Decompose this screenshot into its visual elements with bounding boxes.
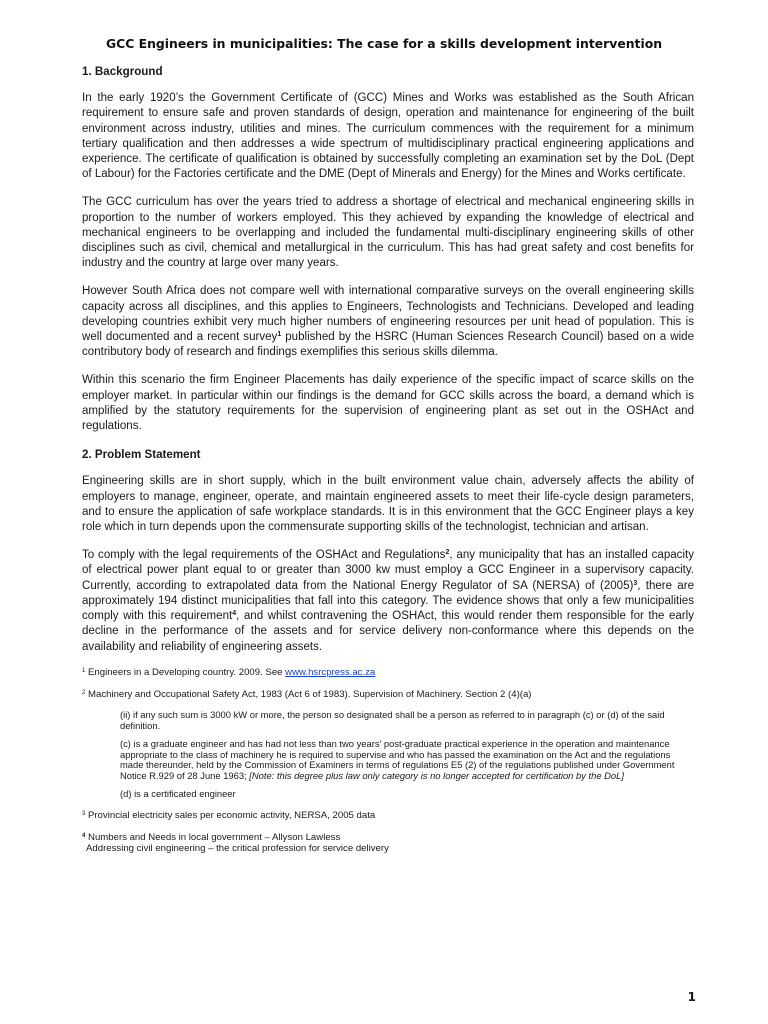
footnote-2 <box>82 689 694 800</box>
footnote-3-marker: 3 <box>82 810 86 817</box>
footnote-1-marker: 1 <box>82 667 86 674</box>
footnote-2-clause-c <box>120 739 694 782</box>
footnote-2-marker: 2 <box>82 689 86 696</box>
footnote-4 <box>82 832 694 856</box>
page-number: 1 <box>687 990 696 1004</box>
footnote-2-text: Machinery and Occupational Safety Act, 1983 (Act 6 of 1983). Supervision of Machinery. Section 2 (4)(a) <box>85 688 532 700</box>
problem-heading: 2. Problem Statement <box>82 448 201 462</box>
footnote-2-clause-ii: (ii) if any such sum is 3000 kW or more, the person so designated shall be a person as referred to in paragraph (c) or (d) of the said definition. <box>120 709 665 732</box>
background-paragraph-3 <box>82 284 694 360</box>
footnote-1 <box>82 667 694 679</box>
footnote-2-subclauses <box>82 710 694 800</box>
document-title: GCC Engineers in municipalities: The case for a skills development intervention <box>105 36 663 51</box>
footnote-ref-4[interactable]: 4 <box>232 610 237 618</box>
hsrcpress-link[interactable]: www.hsrcpress.ac.za <box>285 666 376 678</box>
background-paragraph-1: In the early 1920’s the Government Certificate of (GCC) Mines and Works was established as the South African requirement to ensure safe and proven standards of design, operation and maintenance for engineering of the built environment across industry, utilities and mines. The curriculum commences with the requirement for a minimum tertiary qualification and then addresses a wide spectrum of multidisciplinary practical engineering applications and experience. The certificate of qualification is obtained by successfully completing an examination set by the DoL (Dept of Labour) for the Factories certificate and the DME (Dept of Minerals and Energy) for the Mines and Works certificate. <box>82 92 694 181</box>
problem-paragraph-2-text-c: , there are approximately 194 distinct municipalities that fall into this category. The evidence shows that only a few municipalities comply with this requirement <box>82 579 694 623</box>
background-paragraph-4: Within this scenario the firm Engineer Placements has daily experience of the specific impact of scarce skills on the employer market. In particular within our findings is the demand for GCC skills across the board, a demand which is amplified by the statutory requirements for the supervision of engineering plant as set out in the OSHAct and regulations. <box>82 374 694 433</box>
problem-paragraph-2-text-a: To comply with the legal requirements of the OSHAct and Regulations <box>82 549 446 562</box>
document-body <box>82 64 694 865</box>
footnote-3-text: Provincial electricity sales per economic activity, NERSA, 2005 data <box>85 809 376 821</box>
footnote-ref-2[interactable]: 2 <box>445 549 450 557</box>
footnote-4-line-2: Addressing civil engineering – the critical profession for service delivery <box>86 843 389 855</box>
footnote-ref-1[interactable]: 1 <box>277 331 282 339</box>
problem-paragraph-2-text-b: , any municipality that has an installed capacity of electrical power plant equal to or greater than 3000 kw must employ a GCC Engineer in a supervisory capacity. Currently, according to extrapolated data from the National Energy Regulator of SA (NERSA) of (2005) <box>82 549 694 592</box>
footnote-ref-3[interactable]: 3 <box>633 579 638 587</box>
background-paragraph-2: The GCC curriculum has over the years tried to address a shortage of electrical and mechanical engineering skills in proportion to the number of workers employed. This they achieved by expanding the knowledge of electrical and mechanical engineers to be overlapping and included the fundamental multi-disciplinary engineering skills of other disciplines such as civil, chemical and metallurgical in the curriculum. This has had great safety and cost benefits for industry and the country at large over many years. <box>82 196 694 270</box>
background-paragraph-3-text-a: However South Africa does not compare well with international comparative surveys on the overall engineering skills capacity across all disciplines, and this applies to Engineers, Technologists and Technicians. Developed and leading developing countries exhibit very much higher numbers of engineering resources per unit head of population. This is well documented and a recent survey <box>82 285 694 344</box>
footnote-2-clause-c-note: [Note: this degree plus law only category is no longer accepted for certification by the DoL] <box>249 770 624 782</box>
footnote-2-clause-d: (d) is a certificated engineer <box>120 788 236 800</box>
footnote-1-text: Engineers in a Developing country. 2009. See <box>85 666 286 678</box>
footnote-3 <box>82 810 694 822</box>
problem-paragraph-2 <box>82 548 694 654</box>
problem-paragraph-2-text-d: , and whilst contravening the OSHAct, this would render them responsible for the early decline in the performance of the assets and for service delivery non-conformance where this depends on the availability and reliability of engineering assets. <box>82 610 694 653</box>
footnote-4-marker: 4 <box>82 832 86 839</box>
background-paragraph-3-text-b: published by the HSRC (Human Sciences Research Council) based on a wide contributory body of research and findings exemplifies this serious skills dilemma. <box>82 331 694 359</box>
footnote-2-clause-c-text: (c) is a graduate engineer and has had not less than two years' post-graduate practical experience in the operation and maintenance appropriate to the class of machinery he is required to supervise and who has passed the examination on the Act and the regulations made thereunder, held by the Commission of Examiners in terms of regulations E5 (2) of the regulations published under Government Notice R.929 of 28 June 1963; <box>120 737 675 782</box>
footnote-4-line-1: Numbers and Needs in local government – Allyson Lawless <box>88 831 341 843</box>
problem-paragraph-1: Engineering skills are in short supply, which in the built environment value chain, adversely affects the ability of employers to manage, engineer, operate, and maintain engineered assets to meet their life-cycle design parameters, and to ensure the application of safe workplace standards. It is in this environment that the GCC Engineer plays a key role which in turn depends upon the commensurate supporting skills of the technologist, technician and artisan. <box>82 475 694 534</box>
background-heading: 1. Background <box>82 65 163 78</box>
